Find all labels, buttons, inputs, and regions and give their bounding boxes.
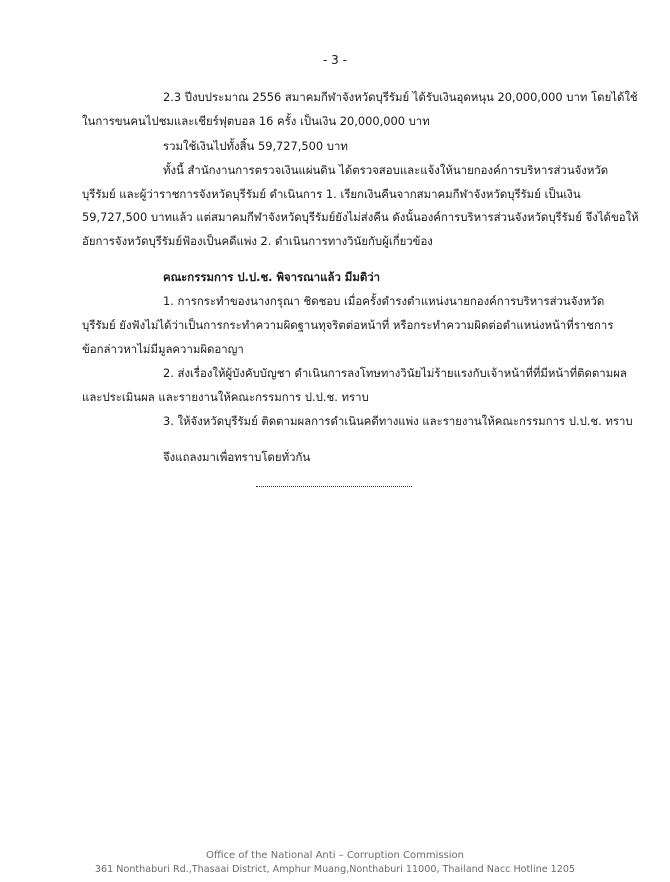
- audit-line-3: 59,727,500 บาทแล้ว แต่สมาคมกีฬาจังหวัดบุรีรัมย์ยังไม่ส่งคืน ดังนั้นองค์การบริหารส่วนจังหวัดบุรีรัมย์ จึงได้ขอให้: [82, 210, 639, 224]
- page-number: - 3 -: [323, 53, 347, 67]
- resolution-2-line-1: 2. ส่งเรื่องให้ผู้บังคับบัญชา ดำเนินการลงโทษทางวินัยไม่ร้ายแรงกับเจ้าหน้าที่ที่มีหน้าที่ติดตามผล: [163, 366, 627, 380]
- footer-office-name: Office of the National Anti – Corruption Commission: [205, 850, 465, 861]
- para-2-3-line-1: 2.3 ปีงบประมาณ 2556 สมาคมกีฬาจังหวัดบุรีรัมย์ ได้รับเงินอุดหนุน 20,000,000 บาท โดยได้ใช้: [163, 90, 638, 104]
- resolution-1-line-3: ข้อกล่าวหาไม่มีมูลความผิดอาญา: [82, 342, 244, 356]
- audit-line-4: อัยการจังหวัดบุรีรัมย์ฟ้องเป็นคดีแพ่ง 2. ดำเนินการทางวินัยกับผู้เกี่ยวข้อง: [82, 234, 433, 248]
- closing-statement: จึงแถลงมาเพื่อทราบโดยทั่วกัน: [163, 450, 311, 464]
- resolution-1-line-2: บุรีรัมย์ ยังฟังไม่ได้ว่าเป็นการกระทำความผิดฐานทุจริตต่อหน้าที่ หรือกระทำความผิดต่อตำแหน่งหน้าที่ราชการ: [82, 318, 614, 332]
- signature-dotted-line: [256, 476, 412, 487]
- para-2-3-line-2: ในการขนคนไปชมและเชียร์ฟุตบอล 16 ครั้ง เป็นเงิน 20,000,000 บาท: [82, 114, 430, 128]
- audit-line-2: บุรีรัมย์ และผู้ว่าราชการจังหวัดบุรีรัมย์ ดำเนินการ 1. เรียกเงินคืนจากสมาคมกีฬาจังหวัดบุรีรัมย์ เป็นเงิน: [82, 187, 581, 201]
- footer-address: 361 Nonthaburi Rd.,Thasaai District, Amphur Muang,Nonthaburi 11000, Thailand Nacc Hotline 1205: [94, 864, 576, 875]
- committee-heading: คณะกรรมการ ป.ป.ช. พิจารณาแล้ว มีมติว่า: [163, 270, 381, 284]
- audit-line-1: ทั้งนี้ สำนักงานการตรวจเงินแผ่นดิน ได้ตรวจสอบและแจ้งให้นายกองค์การบริหารส่วนจังหวัด: [163, 163, 609, 177]
- resolution-3: 3. ให้จังหวัดบุรีรัมย์ ติดตามผลการดำเนินคดีทางแพ่ง และรายงานให้คณะกรรมการ ป.ป.ช. ทราบ: [163, 414, 633, 428]
- total-line: รวมใช้เงินไปทั้งสิ้น 59,727,500 บาท: [163, 139, 348, 153]
- resolution-2-line-2: และประเมินผล และรายงานให้คณะกรรมการ ป.ป.ช. ทราบ: [82, 390, 369, 404]
- resolution-1-line-1: 1. การกระทำของนางกรุณา ชิดชอบ เมื่อครั้งดำรงตำแหน่งนายกองค์การบริหารส่วนจังหวัด: [163, 294, 605, 308]
